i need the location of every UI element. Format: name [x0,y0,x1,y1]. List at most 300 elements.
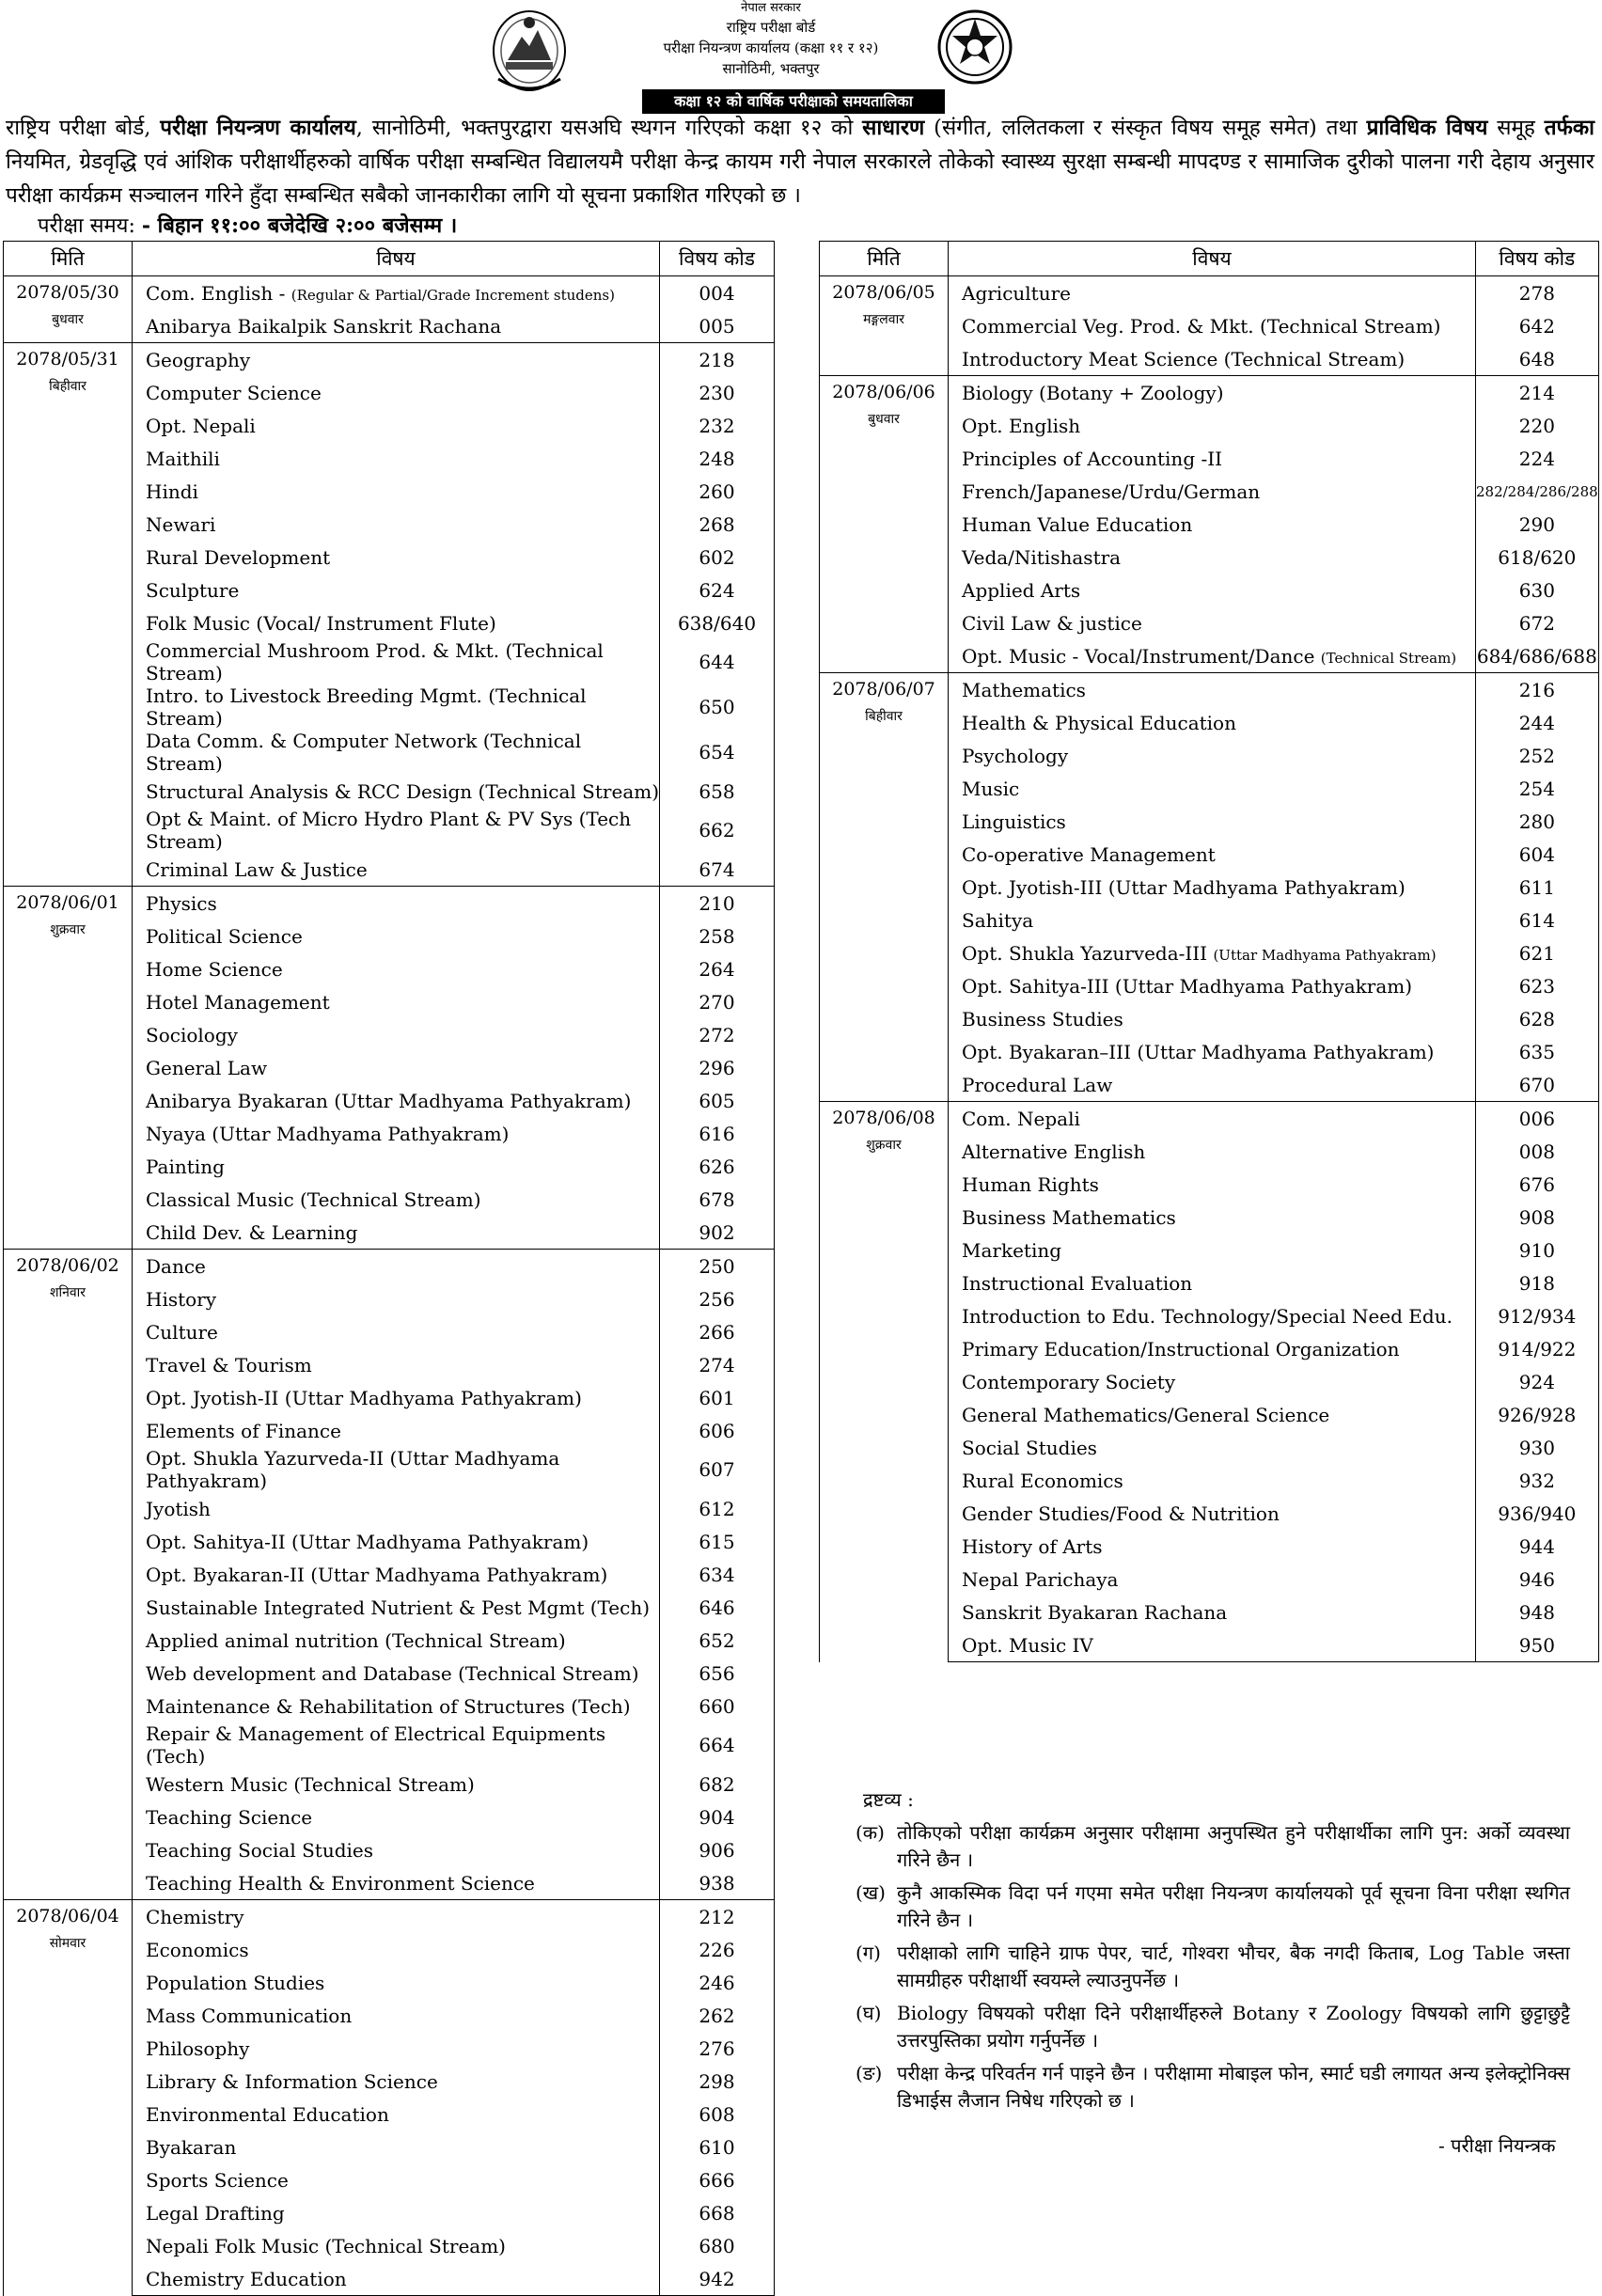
subject-name: General Law [146,1056,268,1079]
subject-name: Commercial Mushroom Prod. & Mkt. (Technical Stream) [146,639,604,684]
intro-part-4: समूह [1487,116,1545,140]
subject-code: 906 [660,1833,775,1866]
subject-code: 618/620 [1476,541,1599,574]
subject-code: 244 [1476,706,1599,739]
subject-name: Hotel Management [146,990,330,1014]
subject-code: 278 [1476,276,1599,310]
subject-code: 250 [660,1250,775,1283]
subject-code: 216 [1476,673,1599,707]
header-line-4: सानोठिमी, भक्तपुर [722,60,820,77]
subject-name: Teaching Social Studies [146,1838,374,1862]
subject-code: 942 [660,2262,775,2296]
subject-name: Opt. Nepali [146,414,256,437]
subject-code: 256 [660,1282,775,1315]
subject-cell [949,1299,1476,1332]
subject-cell [949,1102,1476,1136]
subject-code: 670 [1476,1068,1599,1102]
subject-code: 674 [660,853,775,887]
subject-name: Business Studies [962,1007,1123,1030]
subject-name: Com. English - [146,281,291,305]
subject-name: Structural Analysis & RCC Design (Technical Stream) [146,779,660,803]
exam-date: 2078/06/01 [16,892,119,913]
subject-cell [949,1035,1476,1068]
schedule-table-left [3,241,775,2296]
date-cell [4,887,133,1250]
subject-code: 626 [660,1150,775,1183]
subject-cell [133,808,660,853]
subject-name: Health & Physical Education [962,711,1236,734]
subject-cell [949,969,1476,1002]
subject-code: 608 [660,2098,775,2131]
col-header-date: मिति [820,242,949,276]
subject-code: 290 [1476,508,1599,541]
subject-cell [949,1563,1476,1596]
exam-weekday: बुधवार [868,412,900,427]
subject-code: 914/922 [1476,1332,1599,1365]
intro-bold-general: साधारण [862,116,925,140]
subject-code: 672 [1476,606,1599,639]
subject-name: History [146,1287,217,1311]
subject-name: Web development and Database (Technical Stream) [146,1661,639,1685]
subject-code: 266 [660,1315,775,1348]
subject-name: Com. Nepali [962,1107,1080,1130]
subject-cell [949,1497,1476,1530]
subject-name: Opt & Maint. of Micro Hydro Plant & PV Sys (Tech Stream) [146,808,632,853]
subject-cell [133,343,660,377]
date-cell [4,1250,133,1900]
exam-board-logo-icon [935,4,1014,90]
table-row [4,1900,775,1934]
exam-time-label: परीक्षा समय: [38,214,142,238]
subject-code: 005 [660,309,775,343]
subject-name: Philosophy [146,2037,250,2060]
col-header-subject: विषय [949,242,1476,276]
col-header-subject: विषय [133,242,660,276]
subject-code: 298 [660,2065,775,2098]
subject-cell [949,1596,1476,1628]
subject-cell [133,442,660,475]
subject-cell [949,309,1476,342]
subject-name: French/Japanese/Urdu/German [962,480,1261,503]
subject-code: 654 [660,730,775,775]
subject-name: Contemporary Society [962,1370,1176,1393]
subject-cell [133,1591,660,1624]
subject-cell [133,1183,660,1216]
subject-cell [949,1332,1476,1365]
subject-code: 282/284/286/288 [1476,475,1599,508]
subject-code: 624 [660,574,775,606]
subject-code: 004 [660,276,775,310]
subject-code: 638/640 [660,606,775,639]
date-cell [820,376,949,673]
subject-code: 214 [1476,376,1599,410]
subject-cell [133,1690,660,1722]
subject-code: 210 [660,887,775,920]
subject-cell [133,1216,660,1250]
schedule-table-right [819,241,1599,1662]
subject-cell [133,1117,660,1150]
table-row [820,376,1599,410]
exam-weekday: शनिवार [49,1285,86,1300]
subject-cell [949,1135,1476,1168]
subject-cell [133,1150,660,1183]
note-key: (ङ) [856,2062,883,2084]
subject-cell [133,2065,660,2098]
subject-code: 611 [1476,871,1599,904]
subject-name: Human Rights [962,1172,1099,1196]
exam-weekday: शुक्रवार [866,1138,902,1153]
note-item [856,2000,1570,2054]
exam-date: 2078/06/08 [832,1108,935,1128]
subject-code: 270 [660,985,775,1018]
subject-name: Sculpture [146,578,240,602]
subject-name: Teaching Health & Environment Science [146,1871,535,1895]
subject-cell [949,673,1476,707]
subject-code: 648 [1476,342,1599,376]
subject-code: 930 [1476,1431,1599,1464]
subject-name: Opt. Byakaran-II (Uttar Madhyama Pathyakram) [146,1563,608,1586]
subject-name: Applied animal nutrition (Technical Stream) [146,1628,566,1652]
signature-line: - परीक्षा नियन्त्रक [1438,2134,1556,2157]
subject-cell [133,1833,660,1866]
subject-code: 252 [1476,739,1599,772]
subject-cell [949,739,1476,772]
subject-code: 948 [1476,1596,1599,1628]
subject-code: 614 [1476,904,1599,936]
subject-name: Opt. English [962,414,1081,437]
note-key: (क) [856,1821,885,1844]
subject-cell [133,1447,660,1492]
subject-cell [949,342,1476,376]
table-row [820,1102,1599,1136]
subject-cell [133,1900,660,1934]
subject-code: 666 [660,2163,775,2196]
subject-code: 936/940 [1476,1497,1599,1530]
col-header-code: विषय कोड [660,242,775,276]
col-header-date: मिति [4,242,133,276]
subject-name: Geography [146,348,251,371]
subject-name: Teaching Science [146,1805,313,1829]
subject-code: 938 [660,1866,775,1900]
subject-name: Sahitya [962,908,1034,932]
subject-name: Economics [146,1938,249,1961]
subject-cell [133,952,660,985]
subject-name: Rural Economics [962,1469,1123,1492]
subject-cell [133,2032,660,2065]
col-header-code: विषय कोड [1476,242,1599,276]
subject-cell [133,1657,660,1690]
subject-code: 258 [660,920,775,952]
subject-code: 678 [660,1183,775,1216]
subject-name: Library & Information Science [146,2069,438,2093]
subject-code: 908 [1476,1201,1599,1234]
intro-part-2: , सानोठिमी, भक्तपुरद्वारा यसअघि स्थगन गरिएको कक्षा १२ को [355,116,863,140]
subject-code: 668 [660,2196,775,2229]
subject-name: Veda/Nitishastra [962,545,1122,569]
subject-code: 607 [660,1447,775,1492]
subject-cell [949,1266,1476,1299]
subject-cell [133,1866,660,1900]
schedule-banner: कक्षा १२ को वार्षिक परीक्षाको समयतालिका [642,89,945,114]
subject-cell [949,838,1476,871]
subject-code: 612 [660,1492,775,1525]
subject-cell [133,1084,660,1117]
subject-cell [949,1234,1476,1266]
subject-name: Human Value Education [962,512,1193,536]
subject-name: Jyotish [146,1497,211,1520]
subject-name: Maintenance & Rehabilitation of Structures (Tech) [146,1694,631,1718]
exam-time [38,211,457,239]
subject-cell [949,475,1476,508]
subject-name: Marketing [962,1238,1062,1262]
subject-cell [133,2229,660,2262]
subject-name: Newari [146,512,216,536]
subject-name: Computer Science [146,381,322,404]
subject-cell [949,1002,1476,1035]
subject-cell [949,376,1476,410]
subject-name: Western Music (Technical Stream) [146,1772,475,1796]
subject-cell [133,1801,660,1833]
subject-name: Opt. Music - Vocal/Instrument/Dance [962,644,1321,668]
notes-section [856,1786,1570,2120]
exam-weekday: मङ्गलवार [863,312,904,327]
subject-cell [949,772,1476,805]
exam-weekday: बिहीवार [865,709,903,724]
subject-cell [949,409,1476,442]
header-line-2: राष्ट्रिय परीक्षा बोर्ड [726,19,816,36]
date-cell [820,673,949,1102]
subject-name: Nepal Parichaya [962,1567,1119,1591]
intro-bold-office: परीक्षा नियन्त्रण कार्यालय [160,116,356,140]
subject-cell [949,936,1476,969]
subject-name: Dance [146,1254,206,1278]
subject-name: Primary Education/Instructional Organization [962,1337,1400,1360]
subject-code: 682 [660,1768,775,1801]
subject-name: Maithili [146,447,220,470]
note-item [856,1819,1570,1874]
subject-name: Chemistry [146,1905,244,1928]
subject-cell [133,574,660,606]
subject-name: Sports Science [146,2168,289,2192]
subject-code: 232 [660,409,775,442]
subject-code: 226 [660,1933,775,1966]
subject-cell [949,574,1476,606]
subject-code: 684/686/688 [1476,639,1599,673]
intro-paragraph [6,111,1594,212]
subject-cell [133,1624,660,1657]
subject-name: Folk Music (Vocal/ Instrument Flute) [146,611,496,635]
note-text: Biology विषयको परीक्षा दिने परीक्षार्थीहरुले Botany र Zoology विषयको लागि छुट्टाछुट्टै उत्तरपुस्तिका प्रयोग गर्नुपर्नेछ । [897,2002,1570,2052]
subject-cell [133,409,660,442]
subject-name: History of Arts [962,1534,1103,1558]
subject-cell [949,276,1476,310]
subject-cell [949,1628,1476,1662]
subject-cell [133,920,660,952]
subject-code: 628 [1476,1002,1599,1035]
table-row [4,343,775,377]
subject-code: 932 [1476,1464,1599,1497]
subject-code: 264 [660,952,775,985]
subject-code: 910 [1476,1234,1599,1266]
exam-weekday: बुधवार [52,312,84,327]
subject-cell [949,508,1476,541]
note-item [856,1940,1570,1994]
exam-date: 2078/06/04 [16,1906,119,1926]
subject-cell [949,1365,1476,1398]
subject-cell [133,1018,660,1051]
subject-name: Political Science [146,924,303,948]
subject-name: Nepali Folk Music (Technical Stream) [146,2234,506,2257]
exam-date: 2078/06/02 [16,1255,119,1276]
subject-code: 254 [1476,772,1599,805]
subject-name: Repair & Management of Electrical Equipments (Tech) [146,1722,606,1768]
intro-part-1: राष्ट्रिय परीक्षा बोर्ड, [6,116,161,140]
subject-name: Opt. Sahitya-III (Uttar Madhyama Pathyakram) [962,974,1413,998]
note-text: तोकिएको परीक्षा कार्यक्रम अनुसार परीक्षामा अनुपस्थित हुने परीक्षार्थीका लागि पुन: अर्को व्यवस्था गरिने छैन । [897,1821,1570,1871]
subject-code: 630 [1476,574,1599,606]
table-row [820,673,1599,707]
subject-cell [133,276,660,310]
subject-name: Opt. Music IV [962,1633,1093,1657]
subject-name: Nyaya (Uttar Madhyama Pathyakram) [146,1122,510,1145]
subject-code: 602 [660,541,775,574]
subject-name: Mass Communication [146,2004,353,2027]
intro-part-3: (संगीत, ललितकला र संस्कृत विषय समूह समेत) तथा [924,116,1367,140]
subject-cell [133,1348,660,1381]
subject-cell [133,887,660,920]
subject-cell [133,606,660,639]
subject-code: 926/928 [1476,1398,1599,1431]
subject-cell [949,904,1476,936]
subject-cell [133,2262,660,2296]
subject-name: Intro. to Livestock Breeding Mgmt. (Technical Stream) [146,684,587,730]
subject-cell [133,1999,660,2032]
subject-name: Sustainable Integrated Nutrient & Pest Mgmt (Tech) [146,1596,651,1619]
subject-name: Business Mathematics [962,1205,1176,1229]
subject-code: 662 [660,808,775,853]
subject-code: 006 [1476,1102,1599,1136]
subject-name: Data Comm. & Computer Network (Technical Stream) [146,730,582,775]
subject-cell [133,1282,660,1315]
subject-cell [133,985,660,1018]
exam-time-value: - बिहान ११:०० बजेदेखि २:०० बजेसम्म । [141,213,458,238]
subject-cell [949,1464,1476,1497]
subject-cell [133,1966,660,1999]
subject-cell [133,2131,660,2163]
subject-code: 610 [660,2131,775,2163]
subject-code: 276 [660,2032,775,2065]
subject-code: 912/934 [1476,1299,1599,1332]
exam-date: 2078/05/31 [16,349,119,370]
subject-name: Instructional Evaluation [962,1271,1193,1295]
subject-name: Opt. Byakaran–III (Uttar Madhyama Pathyakram) [962,1040,1435,1063]
subject-code: 623 [1476,969,1599,1002]
subject-code: 280 [1476,805,1599,838]
subject-cell [133,2163,660,2196]
subject-name: Opt. Shukla Yazurveda-III [962,941,1214,965]
document-header [0,0,1602,113]
subject-code: 635 [1476,1035,1599,1068]
subject-name: Sociology [146,1023,238,1046]
nepal-emblem-icon [489,4,570,94]
table-row [4,887,775,920]
subject-code: 924 [1476,1365,1599,1398]
subject-cell [133,1381,660,1414]
note-text: परीक्षा केन्द्र परिवर्तन गर्न पाइने छैन । परीक्षामा मोबाइल फोन, स्मार्ट घडी लगायत अन्य इलेक्ट्रोनिक्स डिभाईस लैजान निषेध गरिएको छ । [897,2062,1570,2112]
subject-name: Painting [146,1155,225,1178]
subject-cell [949,805,1476,838]
subject-code: 248 [660,442,775,475]
subject-code: 220 [1476,409,1599,442]
subject-code: 260 [660,475,775,508]
subject-code: 246 [660,1966,775,1999]
subject-cell [133,684,660,730]
intro-bold-technical: प्राविधिक विषय [1366,116,1488,140]
subject-cell [949,1168,1476,1201]
subject-name: Opt. Shukla Yazurveda-II (Uttar Madhyama Pathyakram) [146,1447,560,1492]
subject-name: Mathematics [962,678,1086,701]
subject-code: 268 [660,508,775,541]
note-item [856,1879,1570,1934]
subject-name: Alternative English [962,1140,1146,1163]
subject-code: 274 [660,1348,775,1381]
subject-name: Applied Arts [962,578,1081,602]
subject-name: Legal Drafting [146,2201,285,2225]
subject-name: Commercial Veg. Prod. & Mkt. (Technical Stream) [962,314,1441,338]
subject-name: Opt. Jyotish-II (Uttar Madhyama Pathyakram) [146,1386,582,1409]
subject-cell [133,1768,660,1801]
subject-cell [133,2098,660,2131]
subject-name: Introductory Meat Science (Technical Stream) [962,347,1406,370]
exam-date: 2078/06/06 [832,382,935,402]
subject-cell [133,2196,660,2229]
subject-name: Opt. Sahitya-II (Uttar Madhyama Pathyakram) [146,1530,589,1553]
subject-cell [949,1068,1476,1102]
subject-name: Travel & Tourism [146,1353,312,1376]
header-line-3: परीक्षा नियन्त्रण कार्यालय (कक्षा ११ र १२) [663,39,879,56]
subject-name: Introduction to Edu. Technology/Special Need Edu. [962,1304,1453,1328]
subject-note: (Regular & Partial/Grade Increment studens) [291,286,615,304]
subject-name: Linguistics [962,810,1066,833]
subject-note: (Technical Stream) [1320,649,1457,667]
subject-cell [133,309,660,343]
subject-cell [949,606,1476,639]
subject-name: Co-operative Management [962,842,1216,866]
subject-name: Opt. Jyotish-III (Uttar Madhyama Pathyakram) [962,875,1406,899]
subject-code: 212 [660,1900,775,1934]
subject-cell [949,442,1476,475]
subject-cell [133,1525,660,1558]
subject-code: 634 [660,1558,775,1591]
subject-code: 218 [660,343,775,377]
subject-cell [133,730,660,775]
date-cell [4,1900,133,2296]
exam-weekday: शुक्रवार [50,922,86,937]
subject-cell [133,1315,660,1348]
subject-name: Population Studies [146,1971,325,1994]
subject-cell [133,1933,660,1966]
date-cell [820,276,949,376]
subject-code: 642 [1476,309,1599,342]
subject-name: Civil Law & justice [962,611,1142,635]
subject-code: 296 [660,1051,775,1084]
subject-name: Psychology [962,744,1069,767]
subject-code: 664 [660,1722,775,1768]
subject-code: 656 [660,1657,775,1690]
subject-code: 918 [1476,1266,1599,1299]
subject-cell [133,1051,660,1084]
subject-code: 650 [660,684,775,730]
